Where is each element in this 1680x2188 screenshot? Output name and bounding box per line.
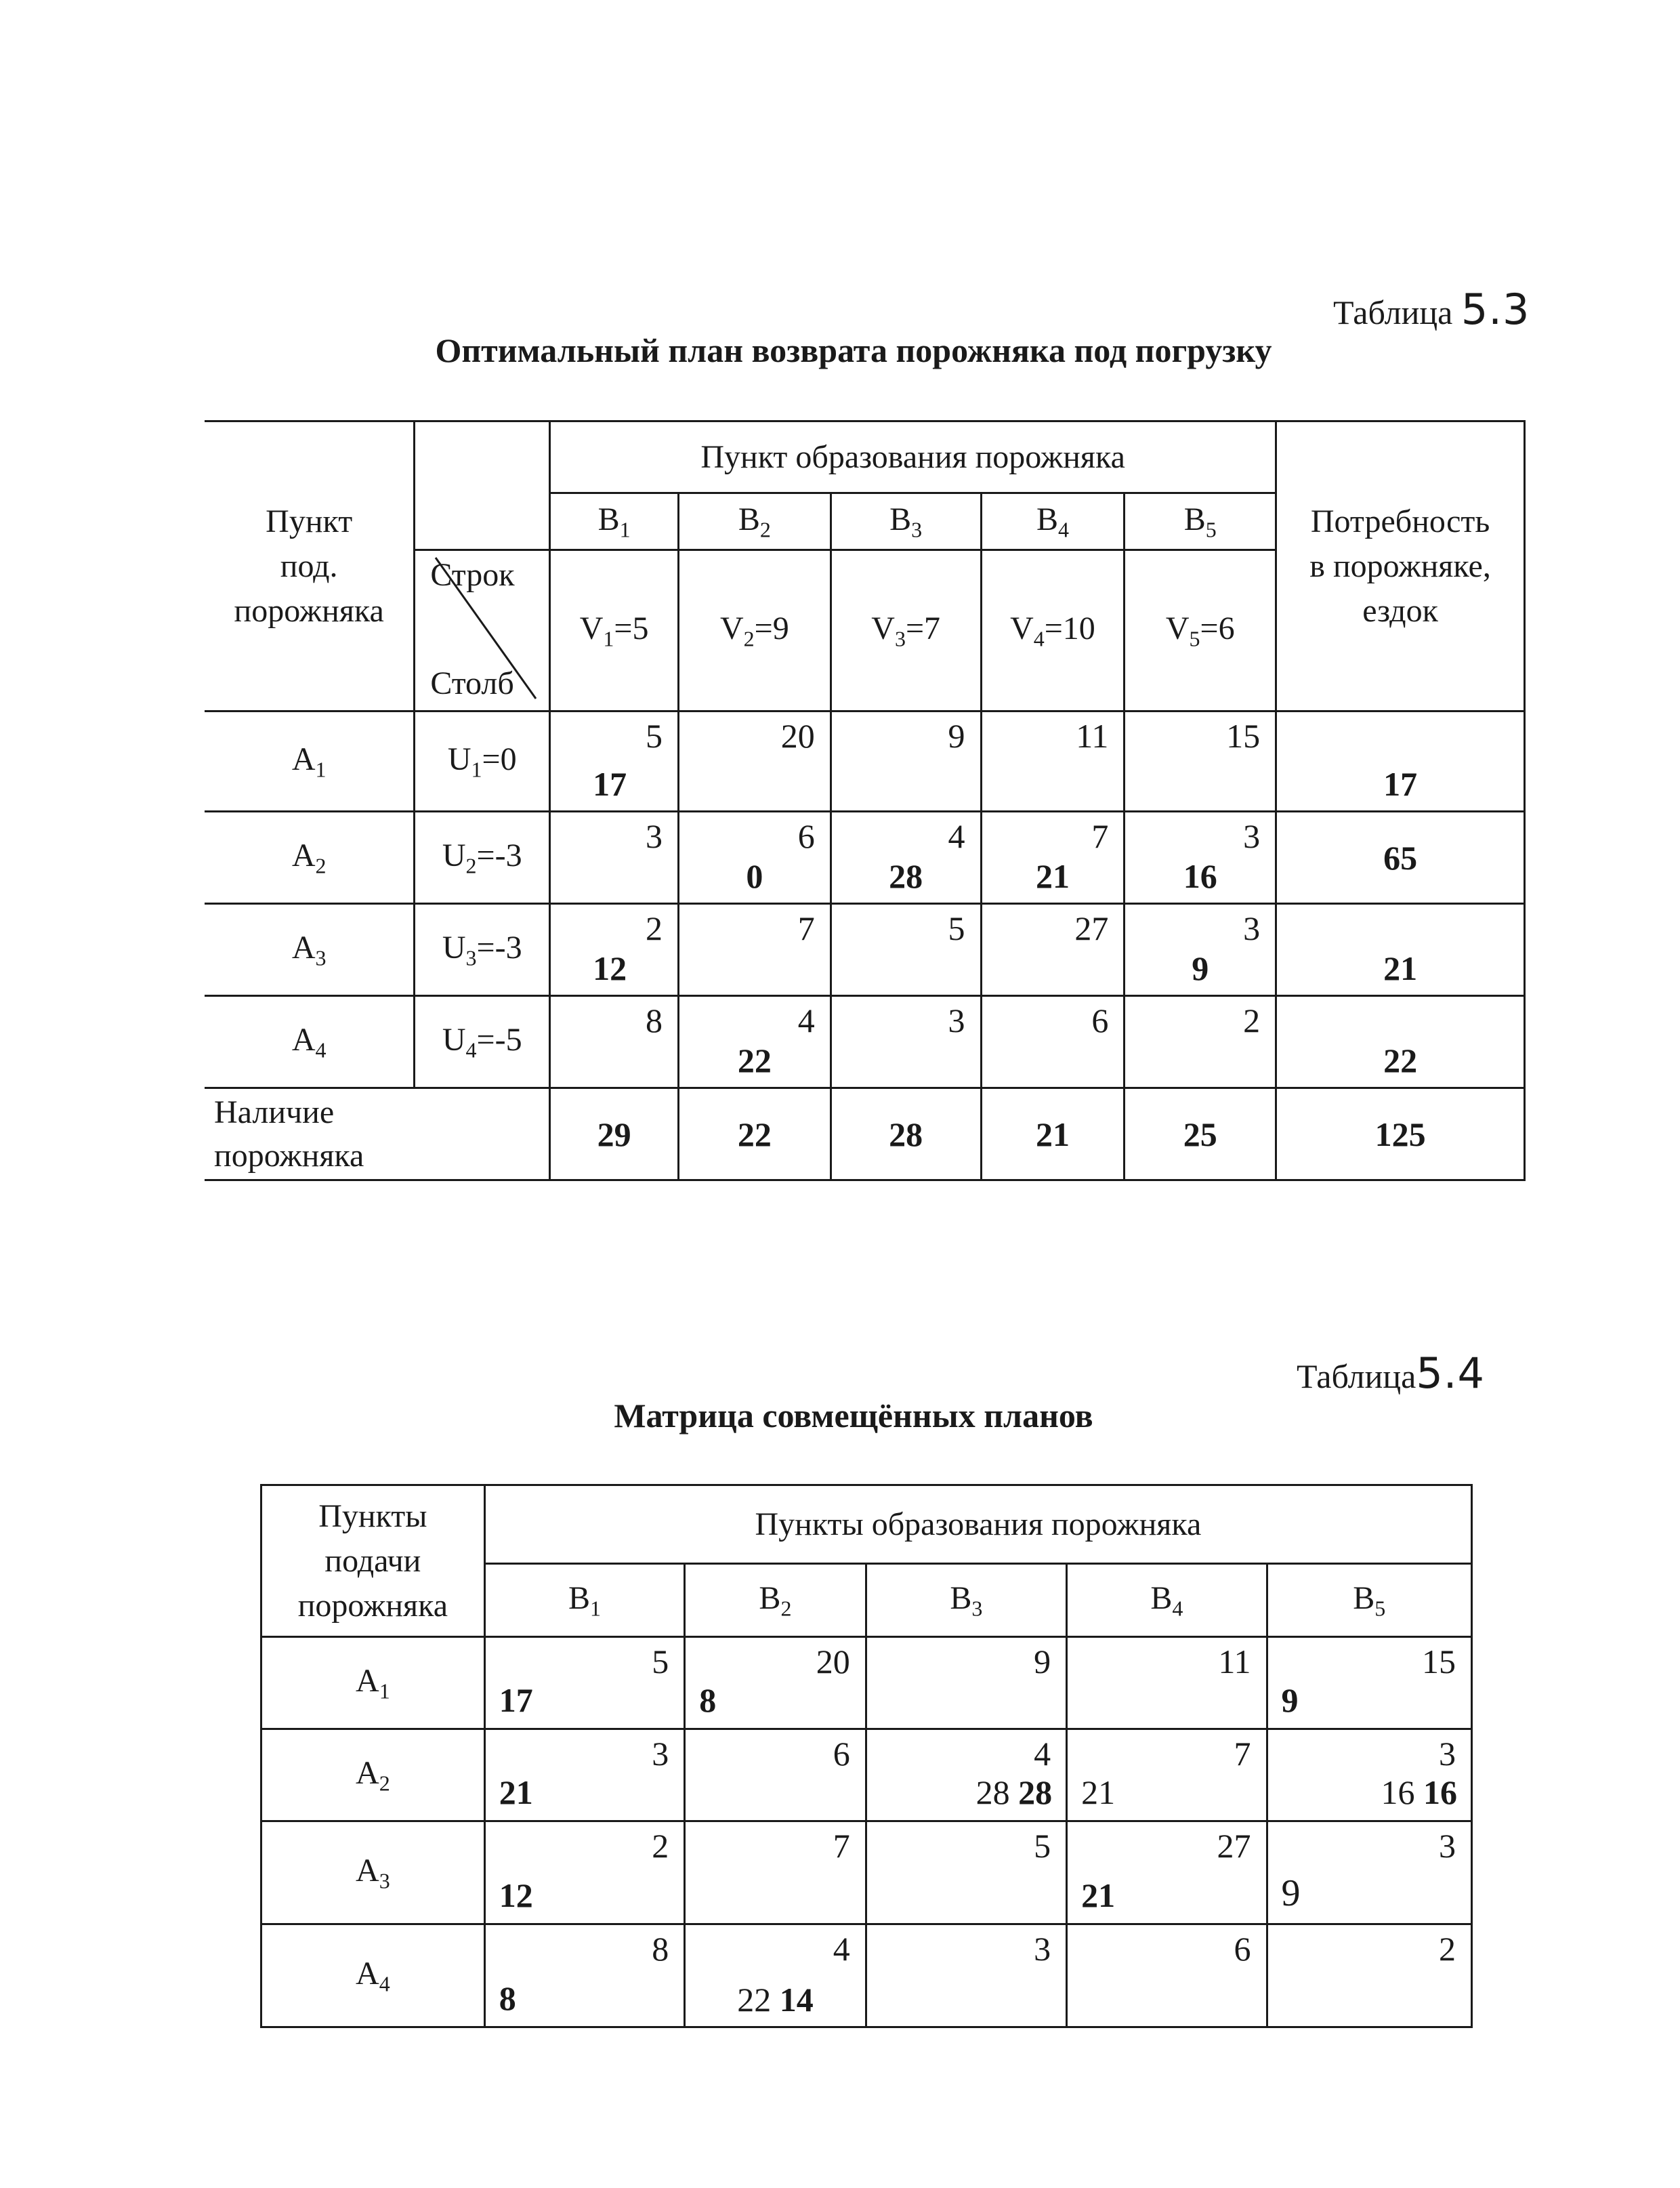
table1-demand: 65 (1276, 812, 1525, 904)
cell-cost: 4 (1034, 1735, 1051, 1773)
cell-value: 16 (1183, 857, 1217, 895)
cell-cost: 11 (1076, 717, 1109, 755)
table2-cell (484, 1821, 684, 1924)
cell-value: 28 (889, 857, 923, 895)
table1-row-potential: $U_3=-3$ (415, 904, 550, 996)
table1-row (205, 812, 1525, 904)
cell-cost: 3 (1439, 1735, 1456, 1773)
table1 (205, 420, 1526, 1181)
table1-col-potential: $V_3=7$ (831, 550, 981, 711)
table2-cell (866, 1637, 1066, 1729)
cell-value: 0 (746, 857, 763, 895)
cell-value: 9 (1192, 949, 1209, 987)
table1-cell (1125, 996, 1276, 1088)
cell-cost: 6 (1091, 1002, 1109, 1039)
table1-supply: 29 (550, 1088, 679, 1180)
table1-row-name: $A_2$ (205, 812, 415, 904)
cell-cost: 3 (1439, 1827, 1456, 1865)
table2-col-name: $B_4$ (1067, 1564, 1267, 1637)
cell-cost: 3 (1034, 1930, 1051, 1968)
table2-col-name: $B_1$ (484, 1564, 684, 1637)
cell-value: 9 (1281, 1872, 1301, 1914)
cell-cost: 7 (1091, 817, 1109, 855)
cell-cost: 9 (1034, 1643, 1051, 1680)
table2-col-name: $B_3$ (866, 1564, 1066, 1637)
table1-cell (679, 711, 831, 812)
cell-cost: 2 (1439, 1930, 1456, 1968)
cell-cost: 9 (948, 717, 965, 755)
cell-cost: 15 (1226, 717, 1261, 755)
cell-value: 17 (593, 765, 627, 803)
table2-cell (1067, 1821, 1267, 1924)
table1-col-name: $B_4$ (981, 493, 1125, 550)
cell-value: 9 (1281, 1681, 1299, 1719)
table2-cell (484, 1924, 684, 2027)
table2-caption (1297, 1348, 1485, 1398)
cell-cost: 5 (652, 1643, 669, 1680)
table2-cell (685, 1821, 866, 1924)
table1-col-potential: $V_4=10$ (981, 550, 1125, 711)
cell-value: 16 16 (1381, 1773, 1457, 1811)
table1-cell (1125, 904, 1276, 996)
table1-row-name: $A_3$ (205, 904, 415, 996)
table1-row-name: $A_4$ (205, 996, 415, 1088)
table1-demand: 21 (1276, 904, 1525, 996)
cell-value: 21 (1081, 1876, 1116, 1914)
table1-number: 5.3 (1461, 285, 1530, 334)
cell-cost: 7 (833, 1827, 850, 1865)
cell-cost: 15 (1422, 1643, 1456, 1680)
table1-cell (550, 996, 679, 1088)
cell-cost: 8 (652, 1930, 669, 1968)
table2-cell (866, 1729, 1066, 1821)
table1-cell (550, 711, 679, 812)
cell-value: 22 14 (737, 1981, 814, 2019)
cell-cost: 5 (948, 909, 965, 947)
table1-diag-cell (415, 550, 550, 711)
cell-cost: 11 (1218, 1643, 1251, 1680)
table2-cell (1067, 1924, 1267, 2027)
diag-top-label: Строк (430, 557, 515, 593)
table1-cell (831, 996, 981, 1088)
table1-col-name: $B_2$ (679, 493, 831, 550)
table1-row-potential: $U_4=-5$ (415, 996, 550, 1088)
table2-row-name: $A_1$ (261, 1637, 485, 1729)
cell-value: 12 (499, 1876, 533, 1914)
cell-value: 22 (737, 1041, 772, 1079)
cell-cost: 4 (948, 817, 965, 855)
table2-title: Матрица совмещённых планов (614, 1397, 1093, 1434)
cell-cost: 6 (833, 1735, 850, 1773)
table1-cell (981, 812, 1125, 904)
cell-cost: 6 (797, 817, 815, 855)
table2-cell (866, 1821, 1066, 1924)
table1-cell (831, 711, 981, 812)
table2-row (261, 1729, 1472, 1821)
table1-row-potential: $U_2=-3$ (415, 812, 550, 904)
table2-group-header: Пункты образования порожняка (484, 1485, 1471, 1564)
table2-row (261, 1821, 1472, 1924)
table1-total: 125 (1276, 1088, 1525, 1180)
table2-col-name: $B_5$ (1267, 1564, 1471, 1637)
cell-value: 17 (499, 1681, 533, 1719)
table2-cell (484, 1637, 684, 1729)
cell-cost: 3 (948, 1002, 965, 1039)
table2-cell (1267, 1729, 1471, 1821)
table2-row-name: $A_3$ (261, 1821, 485, 1924)
table1-col-name: $B_3$ (831, 493, 981, 550)
table1-cell (831, 812, 981, 904)
cell-value: 8 (699, 1681, 717, 1719)
cell-cost: 5 (1034, 1827, 1051, 1865)
cell-cost: 20 (816, 1643, 850, 1680)
cell-cost: 3 (652, 1735, 669, 1773)
table1-cell (981, 711, 1125, 812)
table1-cell (831, 904, 981, 996)
table2-number: 5.4 (1416, 1348, 1485, 1398)
table2-row-name: $A_4$ (261, 1924, 485, 2027)
table2-cell (866, 1924, 1066, 2027)
table1-footer (205, 1088, 1525, 1180)
table1-cell (550, 904, 679, 996)
table1-cell (1125, 711, 1276, 812)
table2-cell (1267, 1924, 1471, 2027)
table1-row (205, 904, 1525, 996)
cell-cost: 5 (646, 717, 663, 755)
table1-row-name: $A_1$ (205, 711, 415, 812)
table1-cell (981, 996, 1125, 1088)
cell-cost: 8 (646, 1002, 663, 1039)
table2-row (261, 1924, 1472, 2027)
table1-group-header: Пункт образования порожняка (550, 421, 1276, 493)
cell-value: 12 (593, 949, 627, 987)
cell-cost: 7 (797, 909, 815, 947)
table1-row-potential: $U_1=0$ (415, 711, 550, 812)
table1-cell (550, 812, 679, 904)
table1-supply: 25 (1125, 1088, 1276, 1180)
table1-demand: 17 (1276, 711, 1525, 812)
table2-cell (1067, 1729, 1267, 1821)
table2-cell (685, 1637, 866, 1729)
table2-col-name: $B_2$ (685, 1564, 866, 1637)
cell-cost: 27 (1074, 909, 1109, 947)
table2-cell (685, 1729, 866, 1821)
table1-caption (1333, 285, 1530, 334)
table1-supply: 28 (831, 1088, 981, 1180)
cell-cost: 3 (1243, 909, 1261, 947)
table1-demand-header: Потребность в порожняке, ездок (1276, 421, 1525, 711)
cell-cost: 27 (1217, 1827, 1251, 1865)
table1-col-potential: $V_2=9$ (679, 550, 831, 711)
table1-row (205, 996, 1525, 1088)
cell-cost: 2 (646, 909, 663, 947)
table2 (260, 1484, 1473, 2028)
cell-value: 21 (1035, 857, 1070, 895)
table1-col-name: $B_1$ (550, 493, 679, 550)
table1-cell (1125, 812, 1276, 904)
table1-demand: 22 (1276, 996, 1525, 1088)
table1-corner-blank (415, 421, 550, 550)
cell-value: 21 (499, 1773, 533, 1811)
table1-row (205, 711, 1525, 812)
table1-col-name: $B_5$ (1125, 493, 1276, 550)
table2-cell (1067, 1637, 1267, 1729)
table2-row-name: $A_2$ (261, 1729, 485, 1821)
cell-cost: 3 (1243, 817, 1261, 855)
cell-value: 21 (1081, 1773, 1116, 1811)
table1-col-potential: $V_5=6$ (1125, 550, 1276, 711)
table1-cell (981, 904, 1125, 996)
table1-cell (679, 996, 831, 1088)
table2-row (261, 1637, 1472, 1729)
cell-cost: 2 (652, 1827, 669, 1865)
cell-cost: 2 (1243, 1002, 1261, 1039)
cell-cost: 4 (833, 1930, 850, 1968)
table1-row-header: Пункт под. порожняка (205, 421, 415, 711)
table2-label: Таблица (1297, 1357, 1416, 1395)
cell-cost: 20 (780, 717, 815, 755)
cell-cost: 4 (797, 1002, 815, 1039)
table1-cell (679, 904, 831, 996)
diag-bottom-label: Столб (430, 665, 514, 701)
table1-col-potential: $V_1=5$ (550, 550, 679, 711)
table2-cell (1267, 1637, 1471, 1729)
table1-supply: 21 (981, 1088, 1125, 1180)
table2-cell (484, 1729, 684, 1821)
table1-label: Таблица (1333, 293, 1453, 331)
table1-cell (679, 812, 831, 904)
table2-cell (1267, 1821, 1471, 1924)
cell-cost: 3 (646, 817, 663, 855)
cell-cost: 7 (1234, 1735, 1251, 1773)
cell-cost: 6 (1234, 1930, 1251, 1968)
table1-title: Оптимальный план возврата порожняка под погрузку (435, 331, 1272, 369)
cell-value: 8 (499, 1979, 516, 2017)
table2-cell (685, 1924, 866, 2027)
table1-supply: 22 (679, 1088, 831, 1180)
cell-value: 28 28 (975, 1773, 1053, 1811)
table1-footer-label: Наличие порожняка (205, 1088, 550, 1180)
table2-row-header: Пункты подачи порожняка (261, 1485, 485, 1637)
